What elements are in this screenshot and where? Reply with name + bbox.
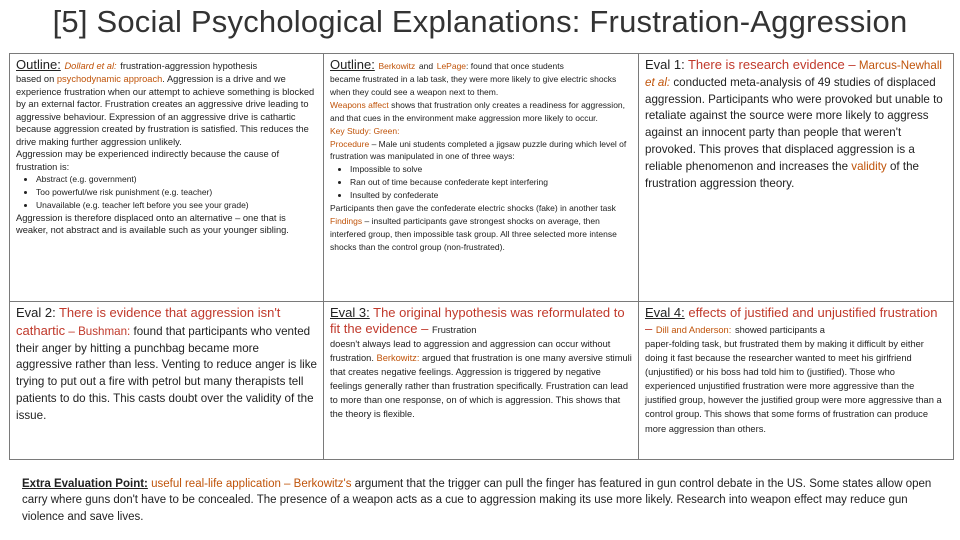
list-item: • Unavailable (e.g. teacher left before you see your grade): [36, 199, 317, 212]
heading-highlight: The original hypothesis was reformulated to fit the evidence: [330, 305, 625, 336]
findings: [330, 215, 632, 254]
eval-1-cell: [639, 54, 954, 302]
heading-label: Eval 2:: [16, 305, 56, 320]
text: of the frustration aggression theory.: [645, 159, 919, 190]
text: – insulted participants gave strongest shocks on average, then interfered group, then impossible task group. All three selected more intense shocks than the control group (non-frustrated).: [330, 215, 617, 252]
author-name: Bushman:: [78, 324, 131, 338]
text: –: [68, 324, 75, 338]
procedure-label: Procedure: [330, 138, 370, 149]
list-item: • Impossible to solve: [350, 163, 632, 176]
eval-3-cell: [324, 302, 639, 460]
cell-heading: [330, 305, 632, 337]
text: –: [421, 321, 429, 336]
outline-berkowitz-cell: [324, 54, 639, 302]
key-study-label: Key Study:: [330, 125, 372, 136]
outline-paragraph: Participants then gave the confederate electric shocks (fake) in another task: [330, 203, 616, 214]
highlight-term: psychodynamic approach: [56, 74, 163, 84]
author-name: Berkowitz: [378, 61, 416, 71]
cell-heading: [645, 305, 947, 337]
cell-heading: [16, 57, 317, 73]
heading-label: Outline:: [330, 57, 375, 72]
key-study: [330, 125, 632, 138]
extra-label: Extra Evaluation Point:: [22, 478, 148, 490]
eval-body: [645, 57, 947, 192]
heading-rest: frustration-aggression hypothesis: [120, 61, 258, 71]
author-name: Berkowitz's: [293, 478, 352, 490]
list-item: • Too powerful/we risk punishment (e.g. teacher): [36, 186, 317, 199]
heading-highlight: There is evidence that aggression isn't cathartic: [16, 305, 281, 338]
eval-body: paper-folding task, but frustrated them by making it difficult by either doing it fast because the researcher wanted to meet his girlfriend (unjustified) or his boss had told him to (justified). Those who experienced unjustified frustration were more aggressive than the justified group, however the justified group were more aggressive than a control group. This shows that some forms of frustration can produce more aggression than others.: [645, 339, 942, 434]
text: found that participants who vented their anger by hitting a punchbag became more aggressive rather than less. Venting to reduce anger is like trying to put out a fire with petrol but many therapists tell patients to do this. This casts doubt over the validity of the issue.: [16, 324, 317, 422]
text: and: [418, 61, 434, 71]
heading-highlight: effects of justified and unjustified frustration –: [645, 305, 938, 336]
text: shows that frustration only creates a readiness for aggression, and that cues in the environment make aggression more likely to occur.: [330, 99, 626, 123]
cause-list: [16, 173, 317, 212]
heading-label: Eval 4:: [645, 305, 685, 320]
text: conducted meta-analysis of 49 studies of displaced aggression. Participants who were provoked but unable to retaliate against the source were more likely to aggress against an innocent party than people that weren't provoked. This proves that displaced aggression is a reliable phenomenon and increases the: [645, 75, 943, 173]
text: argued that frustration is one many aversive stimuli that creates negative feelings. Aggression is triggered by negative feelings generally rather than frustration specifically. Frustration can lead to more than one response, on of which is aggression. This shows that the theory is flexible.: [330, 353, 632, 420]
page-title: [5] Social Psychological Explanations: Frustration-Aggression: [52, 4, 908, 39]
key-study-name: Green:: [373, 125, 400, 136]
outline-dollard-cell: [10, 54, 324, 302]
eval-body: [16, 305, 317, 425]
highlight-term: validity: [851, 159, 887, 173]
heading-rest: : found that once students: [466, 61, 564, 71]
extra-highlight: useful real-life application –: [151, 478, 291, 490]
outline-paragraph: [330, 99, 632, 125]
heading-label: Eval 3:: [330, 305, 370, 320]
condition-list: [330, 163, 632, 202]
text: doesn't always lead to aggression and aggression can occur without frustration.: [330, 339, 611, 364]
eval-body: [330, 337, 632, 422]
eval-2-cell: [10, 302, 324, 460]
author-name: Berkowitz:: [376, 353, 420, 364]
author-name: LePage: [436, 61, 467, 71]
heading-highlight: There is research evidence –: [687, 57, 856, 72]
author-name: Dollard et al:: [64, 61, 117, 71]
heading-label: Outline:: [16, 57, 61, 72]
extra-evaluation: [22, 476, 947, 525]
list-item: • Ran out of time because confederate kept interfering: [350, 176, 632, 189]
author-name: Dill and Anderson:: [655, 325, 732, 335]
findings-label: Findings: [330, 215, 363, 226]
outline-paragraph: Aggression is therefore displaced onto an alternative – one that is weaker, not abstract and is available such as your younger sibling.: [16, 212, 289, 236]
procedure: [330, 138, 632, 164]
text: – Male uni students completed a jigsaw puzzle during which level of frustration was manipulated in one of three ways:: [330, 138, 627, 162]
text: based on: [16, 74, 55, 84]
content-grid: [9, 53, 954, 460]
heading-label: Eval 1:: [645, 57, 685, 72]
outline-paragraph: [16, 73, 317, 148]
extra-body: argument that the trigger can pull the finger has featured in gun control debate in the US. Some states allow open carry where guns don't have to be concealed. The presence of a weapon acts as a cue to aggression making its use more likely. Research into weapon effect may reduce gun violence and save lives.: [22, 478, 932, 523]
author-name: et al:: [645, 75, 671, 89]
text: showed participants a: [734, 325, 825, 335]
list-item: • Insulted by confederate: [350, 189, 632, 202]
highlight-term: Weapons affect: [330, 99, 389, 110]
eval-4-cell: [639, 302, 954, 460]
outline-paragraph: Aggression may be experienced indirectly because the cause of frustration is:: [16, 149, 280, 172]
text: . Aggression is a drive and we experience frustration when our attempt to achieve something is blocked by an external factor. Frustration creates an aggressive drive leading to aggressive behaviour. Expression of an aggressive drive is cathartic because aggression created by frustration is satisfied. This reduces the drive making further aggression unlikely.: [16, 74, 315, 147]
author-name: Marcus-Newhall: [858, 59, 942, 72]
outline-paragraph: became frustrated in a lab task, they were more likely to give electric shocks when they could see a weapon next to them.: [330, 74, 617, 97]
cell-heading: [330, 57, 632, 73]
list-item: • Abstract (e.g. government): [36, 173, 317, 186]
text: Frustration: [431, 325, 477, 335]
